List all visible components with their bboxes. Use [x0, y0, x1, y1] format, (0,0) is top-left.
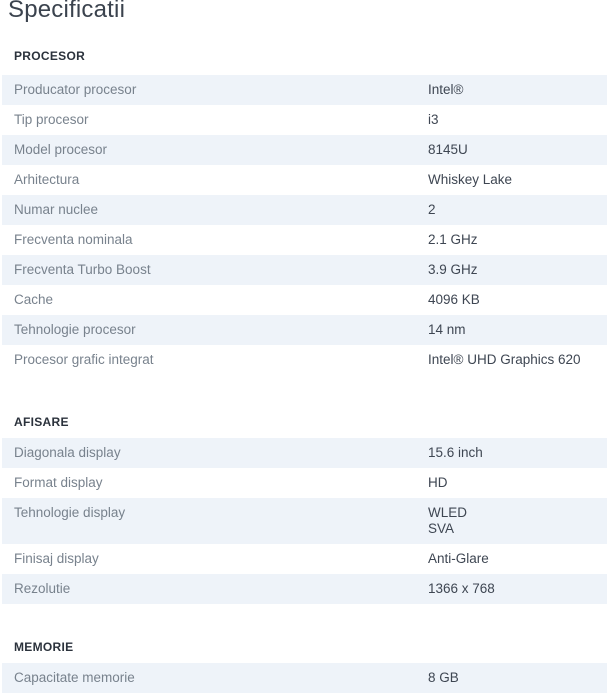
spec-row — [2, 468, 607, 498]
spec-value: 3.9 GHz — [428, 262, 478, 277]
spec-row — [2, 345, 607, 375]
spec-label: Procesor grafic integrat — [14, 352, 154, 367]
spec-value: i3 — [428, 112, 439, 127]
spec-value-line: SVA — [428, 521, 455, 536]
spec-value-line: WLED — [428, 505, 468, 520]
page-title: Specificatii — [8, 0, 126, 23]
spec-value: 1366 x 768 — [428, 581, 495, 596]
spec-value: Anti-Glare — [428, 551, 489, 566]
spec-label: Finisaj display — [14, 551, 99, 566]
spec-value: 15.6 inch — [428, 445, 483, 460]
spec-value: HD — [428, 475, 448, 490]
section-heading-memorie: MEMORIE — [14, 640, 74, 654]
spec-value: 2.1 GHz — [428, 232, 478, 247]
spec-row — [2, 75, 607, 105]
spec-table-procesor — [2, 75, 607, 375]
spec-row — [2, 315, 607, 345]
spec-row — [2, 225, 607, 255]
spec-value: Intel® UHD Graphics 620 — [428, 352, 581, 367]
spec-row — [2, 255, 607, 285]
spec-value: 4096 KB — [428, 292, 480, 307]
spec-row — [2, 105, 607, 135]
spec-label: Rezolutie — [14, 581, 71, 596]
spec-row — [2, 498, 607, 544]
spec-value — [428, 505, 607, 537]
spec-label: Capacitate memorie — [14, 670, 135, 685]
spec-value: Intel® — [428, 82, 464, 97]
spec-row — [2, 438, 607, 468]
spec-row — [2, 135, 607, 165]
spec-label: Tehnologie procesor — [14, 322, 136, 337]
spec-label: Tehnologie display — [14, 505, 126, 520]
section-procesor — [0, 24, 607, 375]
spec-row — [2, 544, 607, 574]
spec-label: Numar nuclee — [14, 202, 99, 217]
section-afisare — [0, 375, 607, 604]
spec-label: Diagonala display — [14, 445, 121, 460]
section-heading-procesor: PROCESOR — [14, 49, 86, 63]
spec-row — [2, 574, 607, 604]
spec-label: Frecventa Turbo Boost — [14, 262, 151, 277]
spec-label: Model procesor — [14, 142, 108, 157]
section-memorie — [0, 604, 607, 693]
spec-label: Producator procesor — [14, 82, 137, 97]
spec-label: Tip procesor — [14, 112, 89, 127]
spec-value: Whiskey Lake — [428, 172, 513, 187]
spec-value: 8 GB — [428, 670, 459, 685]
spec-value: 14 nm — [428, 322, 466, 337]
spec-value: 8145U — [428, 142, 468, 157]
section-heading-afisare: AFISARE — [14, 415, 69, 429]
spec-label: Cache — [14, 292, 54, 307]
spec-table-memorie — [2, 663, 607, 693]
spec-label: Arhitectura — [14, 172, 80, 187]
spec-table-afisare — [2, 438, 607, 604]
spec-row — [2, 195, 607, 225]
spec-row — [2, 165, 607, 195]
spec-row — [2, 285, 607, 315]
spec-label: Frecventa nominala — [14, 232, 133, 247]
spec-row — [2, 663, 607, 693]
spec-value: 2 — [428, 202, 436, 217]
spec-label: Format display — [14, 475, 103, 490]
